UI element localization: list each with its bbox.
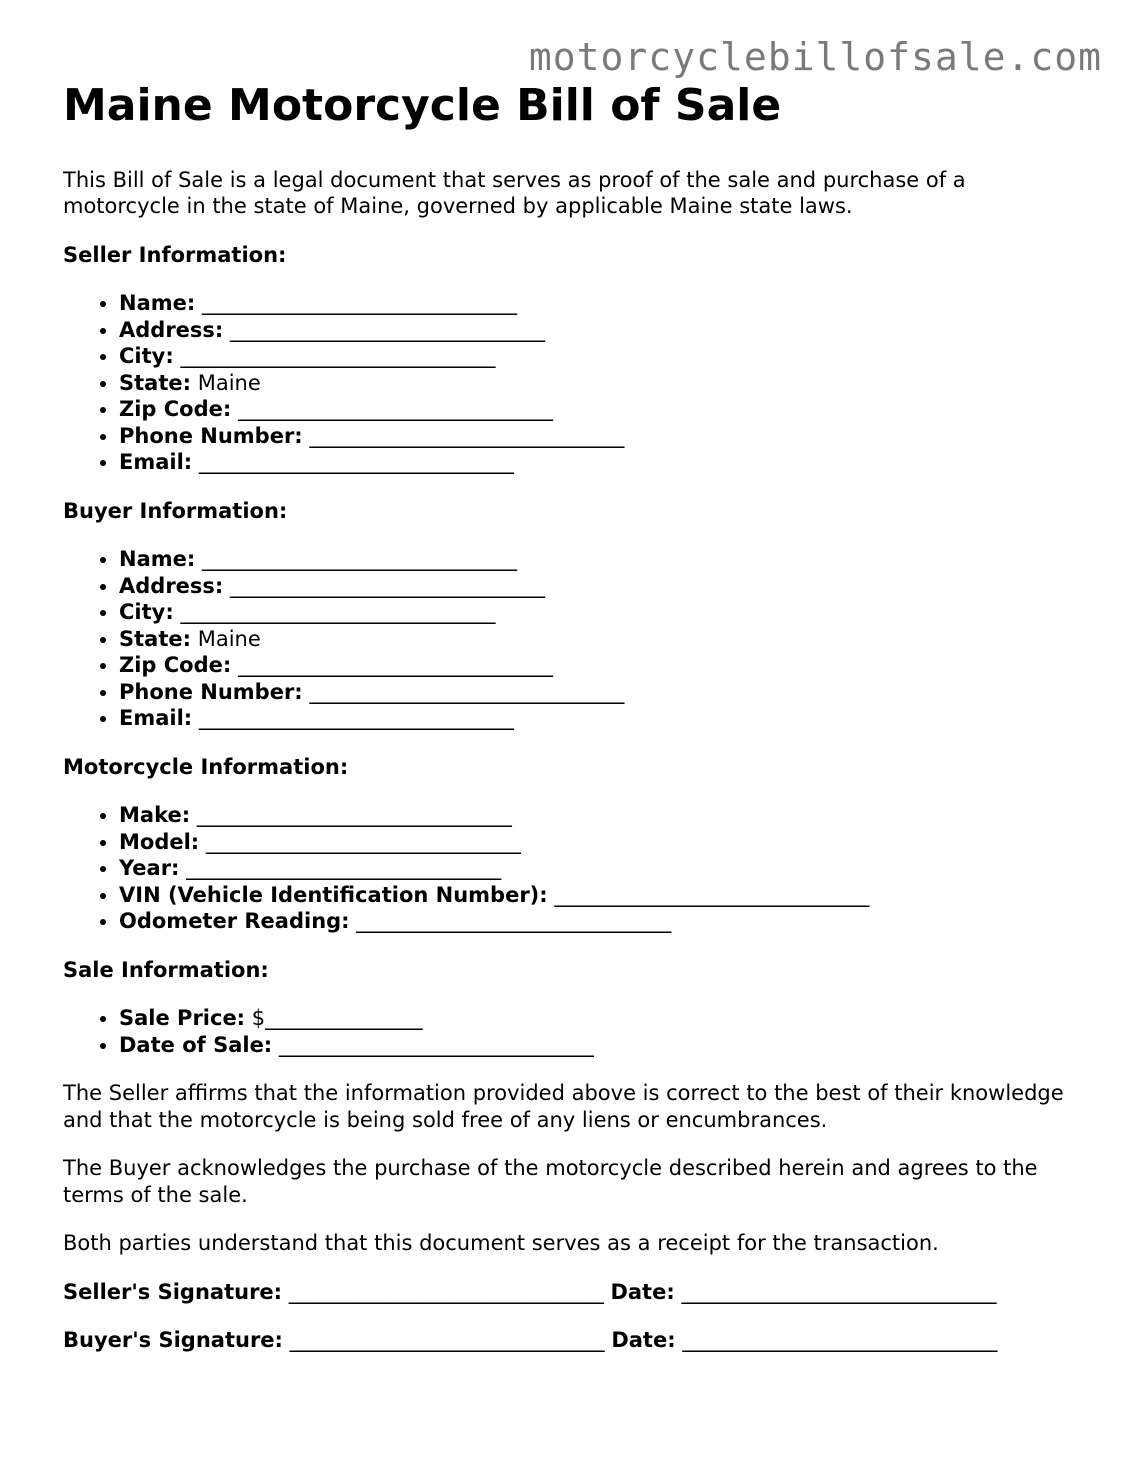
buyer-list (63, 546, 1073, 732)
list-item (119, 855, 1073, 882)
field-label: Sale Price: (119, 1006, 246, 1031)
list-item (119, 908, 1073, 935)
sale-heading: Sale Information: (63, 957, 269, 982)
field-label: Name: (119, 291, 196, 316)
field-label: VIN (Vehicle Identification Number): (119, 882, 548, 907)
field-blank: ______________________________ (230, 573, 546, 598)
field-blank: ______________________________ (201, 291, 517, 316)
field-label: City: (119, 600, 174, 625)
field-label: State: (119, 626, 192, 651)
list-item (119, 449, 1073, 476)
list-item (119, 599, 1073, 626)
field-label: City: (119, 344, 174, 369)
list-item (119, 1032, 1073, 1059)
field-blank: ______________________________ (186, 856, 502, 881)
field-label: Zip Code: (119, 397, 232, 422)
list-item (119, 573, 1073, 600)
seller-date-label: Date: (610, 1279, 675, 1304)
field-blank: ______________________________ (309, 423, 625, 448)
field-label: State: (119, 370, 192, 395)
field-blank: ______________________________ (237, 653, 553, 678)
field-label: Phone Number: (119, 423, 303, 448)
field-blank: $_______________ (251, 1006, 423, 1031)
page-title: Maine Motorcycle Bill of Sale (63, 80, 782, 131)
list-item (119, 882, 1073, 909)
document-body (63, 80, 1073, 1354)
buyer-signature-line (63, 1327, 1073, 1354)
buyer-heading: Buyer Information: (63, 498, 288, 523)
field-label: Phone Number: (119, 679, 303, 704)
field-label: Odometer Reading: (119, 909, 350, 934)
field-blank: ______________________________ (278, 1032, 594, 1057)
list-item (119, 652, 1073, 679)
intro-paragraph: This Bill of Sale is a legal document that serves as proof of the sale and purchase of a motorcycle in the state of Maine, governed by applicable Maine state laws. (63, 167, 966, 219)
list-item (119, 396, 1073, 423)
list-item (119, 679, 1073, 706)
seller-signature-blank: ______________________________ (288, 1279, 604, 1304)
field-blank: ______________________________ (356, 909, 672, 934)
site-watermark: motorcyclebillofsale.com (528, 35, 1102, 79)
field-label: Email: (119, 450, 193, 475)
list-item (119, 370, 1073, 397)
field-blank: ______________________________ (554, 882, 870, 907)
field-value: Maine (197, 626, 261, 651)
field-label: Name: (119, 547, 196, 572)
motorcycle-heading: Motorcycle Information: (63, 754, 349, 779)
buyer-date-label: Date: (611, 1328, 676, 1353)
seller-signature-label: Seller's Signature: (63, 1279, 283, 1304)
list-item (119, 802, 1073, 829)
field-blank: ______________________________ (198, 450, 514, 475)
seller-heading: Seller Information: (63, 242, 287, 267)
buyer-signature-blank: ______________________________ (289, 1328, 605, 1353)
field-blank: ______________________________ (309, 679, 625, 704)
list-item (119, 1005, 1073, 1032)
list-item (119, 423, 1073, 450)
field-label: Zip Code: (119, 653, 232, 678)
receipt-paragraph: Both parties understand that this document serves as a receipt for the transaction. (63, 1231, 939, 1256)
field-label: Address: (119, 573, 224, 598)
field-label: Year: (119, 856, 180, 881)
field-blank: ______________________________ (237, 397, 553, 422)
seller-signature-line (63, 1279, 1073, 1306)
field-label: Address: (119, 317, 224, 342)
buyer-date-blank: ______________________________ (682, 1328, 998, 1353)
field-blank: ______________________________ (180, 600, 496, 625)
list-item (119, 626, 1073, 653)
list-item (119, 705, 1073, 732)
list-item (119, 546, 1073, 573)
field-value: Maine (197, 370, 261, 395)
buyer-acknowledgement-paragraph: The Buyer acknowledges the purchase of the motorcycle described herein and agrees to the terms of the sale. (63, 1156, 1038, 1207)
field-label: Make: (119, 803, 191, 828)
seller-list (63, 290, 1073, 476)
field-label: Email: (119, 706, 193, 731)
list-item (119, 317, 1073, 344)
list-item (119, 290, 1073, 317)
field-blank: ______________________________ (180, 344, 496, 369)
list-item (119, 829, 1073, 856)
field-label: Model: (119, 829, 200, 854)
field-blank: ______________________________ (201, 547, 517, 572)
motorcycle-list (63, 802, 1073, 935)
sale-list (63, 1005, 1073, 1058)
buyer-signature-label: Buyer's Signature: (63, 1328, 283, 1353)
field-blank: ______________________________ (205, 829, 521, 854)
list-item (119, 343, 1073, 370)
field-label: Date of Sale: (119, 1032, 273, 1057)
field-blank: ______________________________ (196, 803, 512, 828)
seller-affirmation-paragraph: The Seller affirms that the information provided above is correct to the best of their knowledge and that the motorcycle is being sold free of any liens or encumbrances. (63, 1081, 1064, 1132)
seller-date-blank: ______________________________ (681, 1279, 997, 1304)
field-blank: ______________________________ (198, 706, 514, 731)
field-blank: ______________________________ (230, 317, 546, 342)
